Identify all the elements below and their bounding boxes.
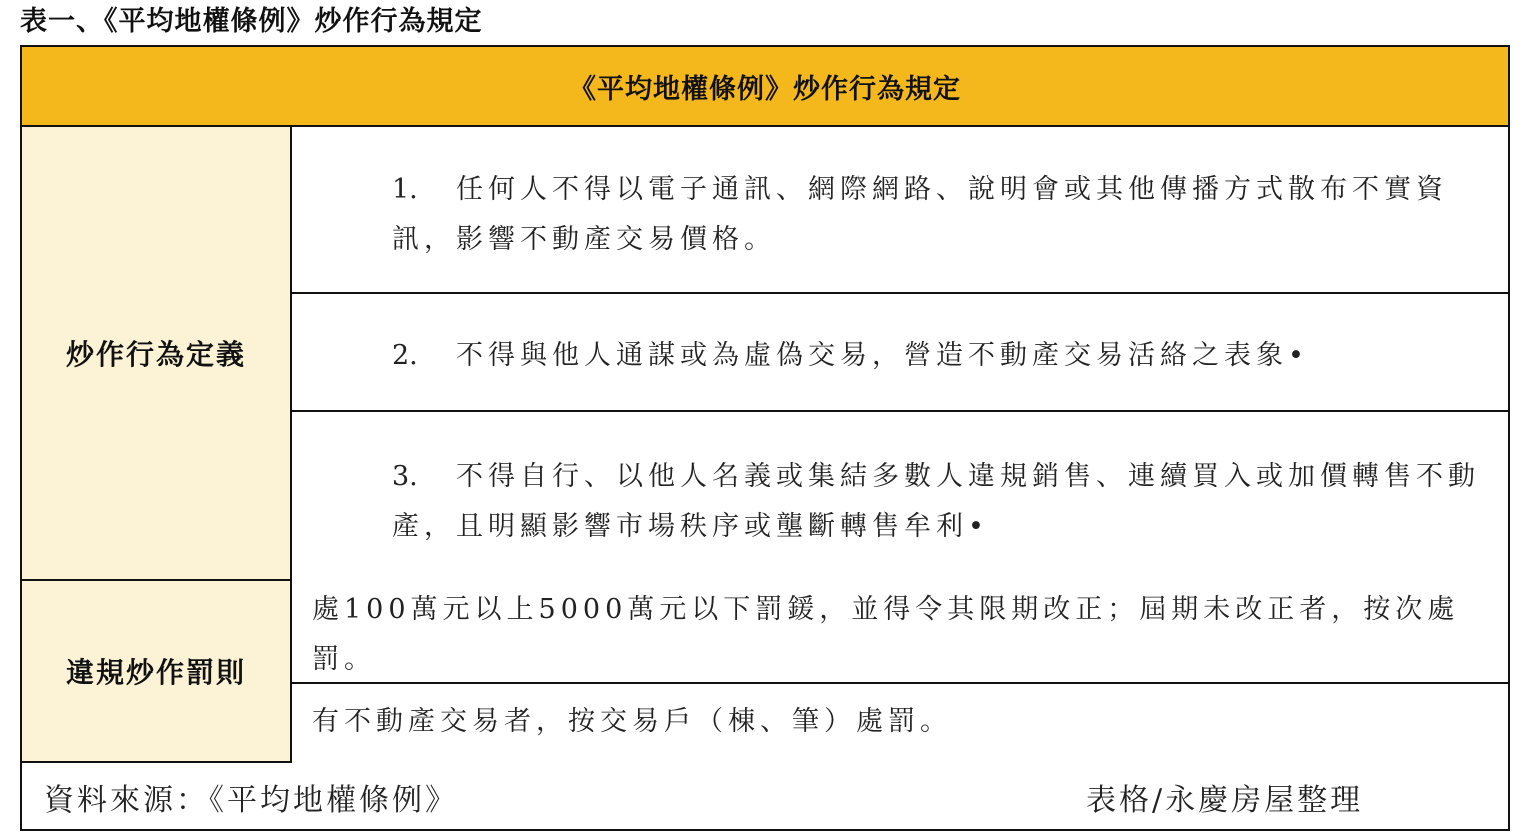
definition-item [292, 296, 1508, 412]
penalty-item: 有不動產交易者，按交易戶（棟、筆）處罰。 [312, 706, 952, 737]
definition-label: 炒作行為定義 [22, 127, 292, 581]
item-number: 2. [392, 340, 418, 371]
table-header: 《平均地權條例》炒作行為規定 [22, 47, 1508, 127]
table-footer [22, 763, 1508, 829]
item-text: 任何人不得以電子通訊、網際網路、說明會或其他傳播方式散布不實資訊，影響不動產交易價格。 [392, 174, 1448, 255]
credit-note: 表格/永慶房屋整理 [1086, 783, 1364, 818]
regulation-table [20, 45, 1510, 831]
penalty-item: 處100萬元以上5000萬元以下罰鍰，並得令其限期改正；屆期未改正者，按次處罰。 [292, 581, 1508, 684]
table-caption: 表一、《平均地權條例》炒作行為規定 [20, 6, 483, 37]
item-text: 不得與他人通謀或為虛偽交易，營造不動產交易活絡之表象• [456, 340, 1309, 371]
definition-item [292, 127, 1508, 294]
item-number: 1. [392, 174, 418, 205]
item-number: 3. [392, 461, 418, 492]
source-note: 資料來源：《平均地權條例》 [44, 783, 458, 818]
definition-item [292, 414, 1508, 579]
item-text: 不得自行、以他人名義或集結多數人違規銷售、連續買入或加價轉售不動產，且明顯影響市場秩序或壟斷轉售牟利• [392, 461, 1480, 542]
penalty-label: 違規炒作罰則 [22, 581, 292, 763]
